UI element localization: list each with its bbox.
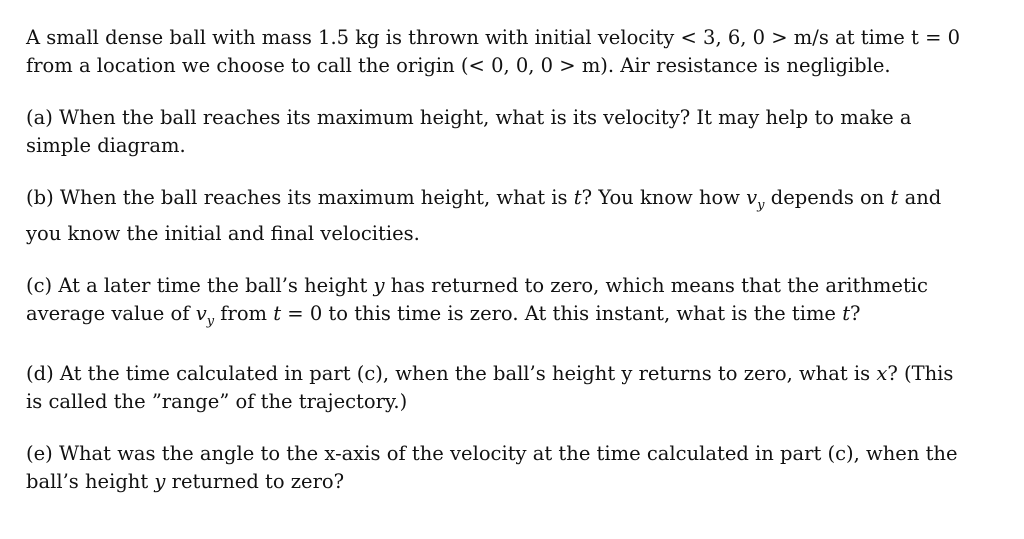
part-d-x-var: x xyxy=(876,362,888,385)
part-d-text: ? (This xyxy=(887,362,954,385)
part-c-text: has returned to zero, which means that the arithmetic xyxy=(384,274,928,297)
part-c-text: average value of xyxy=(26,302,196,325)
part-a xyxy=(26,104,976,160)
part-c-t-var-2: t xyxy=(842,302,851,325)
intro-line-1: A small dense ball with mass 1.5 kg is thrown with initial velocity < 3, 6, 0 > m/s at time t = 0 xyxy=(26,26,961,49)
part-b-text: (b) When the ball reaches its maximum height, what is xyxy=(26,186,574,209)
part-e-line-1: (e) What was the angle to the x-axis of the velocity at the time calculated in part (c), when the xyxy=(26,442,958,465)
intro-line-2: from a location we choose to call the origin (< 0, 0, 0 > m). Air resistance is negligible. xyxy=(26,54,891,77)
part-d-line-2: is called the ”range” of the trajectory.) xyxy=(26,390,408,413)
part-e-text: returned to zero? xyxy=(165,470,345,493)
part-b-t-var: t xyxy=(573,186,582,209)
part-a-line-2: simple diagram. xyxy=(26,134,186,157)
part-c-text: ? xyxy=(850,302,861,325)
part-c-text: (c) At a later time the ball’s height xyxy=(26,274,374,297)
part-b-t-var-2: t xyxy=(890,186,899,209)
part-b-v-subscript: y xyxy=(757,198,765,213)
part-b-text: and xyxy=(898,186,942,209)
part-c xyxy=(26,272,976,336)
part-c-v-subscript: y xyxy=(206,314,215,329)
part-d xyxy=(26,360,976,416)
part-e-y-var: y xyxy=(154,470,166,493)
part-d-text: (d) At the time calculated in part (c), when the ball’s height y returns to zero, what is xyxy=(26,362,877,385)
part-a-line-1: (a) When the ball reaches its maximum height, what is its velocity? It may help to make a xyxy=(26,106,912,129)
part-c-text: = 0 to this time is zero. At this instant, what is the time xyxy=(281,302,843,325)
part-b xyxy=(26,184,976,248)
part-c-y-var: y xyxy=(373,274,385,297)
part-e xyxy=(26,440,976,496)
part-c-v-var: v xyxy=(195,302,207,325)
part-b-text: depends on xyxy=(764,186,891,209)
part-e-text: ball’s height xyxy=(26,470,155,493)
part-b-v-var: v xyxy=(746,186,758,209)
problem-intro xyxy=(26,24,976,80)
part-c-text: from xyxy=(214,302,274,325)
part-c-t-var: t xyxy=(273,302,282,325)
part-b-text: ? You know how xyxy=(581,186,747,209)
problem-document xyxy=(26,24,976,520)
part-b-line-2: you know the initial and final velocities. xyxy=(26,222,420,245)
